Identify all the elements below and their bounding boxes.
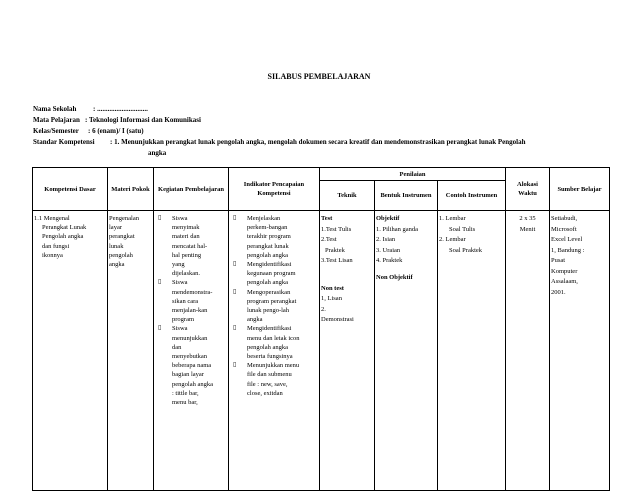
header-bentuk-instrumen: Bentuk Instrumen xyxy=(375,181,438,211)
header-sumber-belajar: Sumber Belajar xyxy=(550,168,610,211)
header-kompetensi-dasar: Kompetensi Dasar xyxy=(33,168,108,211)
header-contoh-instrumen: Contoh Instrumen xyxy=(438,181,506,211)
cell-bentuk-instrumen: Objektif 1. Pilihan ganda 2. Isian 3. Uraian 4. Praktek Non Objektif xyxy=(375,211,438,491)
cell-kegiatan-pembelajaran xyxy=(154,211,229,491)
header-materi-pokok: Materi Pokok xyxy=(108,168,154,211)
syllabus-table xyxy=(32,167,610,491)
header-penilaian: Penilaian xyxy=(320,168,506,181)
list-item: ▯ Siswa mendemonstra- sikan cara menjalan-kan program xyxy=(155,278,227,324)
meta-nama-sekolah: Nama Sekolah : ............................. xyxy=(33,105,148,113)
cell-contoh-instrumen: 1. Lembar Soal Tulis 2. Lembar Soal Praktek xyxy=(438,211,506,491)
meta-standar-kompetensi: Standar Kompetensi : 1. Menunjukkan perangkat lunak pengolah angka, mengolah dokumen secara kreatif dan mendemonstrasikan perangkat lunak Pengolah xyxy=(33,138,526,146)
list-item: ▯ Menunjukkan menu file dan submenu file : new, save, close, exitdan xyxy=(230,361,318,398)
document-meta xyxy=(33,104,526,159)
meta-mata-pelajaran: Mata Pelajaran : Teknologi Informasi dan Komunikasi xyxy=(33,116,201,124)
cell-kompetensi-dasar: 1.1 Mengenal Perangkat Lunak Pengolah angka dan fungsi ikonnya xyxy=(33,211,108,491)
list-item: ▯ Mengidentifikasi kegunaan program pengolah angka xyxy=(230,260,318,288)
list-item: ▯ Siswa menunjukkan dan menyebutkan beberapa nama bagian layar pengolah angka : tittle bar, menu bar, xyxy=(155,324,227,407)
meta-kelas-semester: Kelas/Semester : 6 (enam)/ I (satu) xyxy=(33,127,144,135)
cell-alokasi-waktu: 2 x 35 Menit xyxy=(506,211,550,491)
header-alokasi-waktu: Alokasi Waktu xyxy=(506,168,550,211)
header-indikator: Indikator Pencapaian Kompetensi xyxy=(229,168,320,211)
cell-teknik: Test 1.Test Tulis 2.Test Praktek 3.Test Lisan Non test 1, Lisan 2. Demonstrasi xyxy=(320,211,375,491)
list-item: ▯ Menjelaskan perkem-bangan terakhir program perangkat lunak pengolah angka xyxy=(230,214,318,260)
list-item: ▯ Mengidentifikasi menu dan letak icon pengolah angka beserta fungsinya xyxy=(230,324,318,361)
cell-materi-pokok: Pengenalan layar perangkat lunak pengolah angka xyxy=(108,211,154,491)
page-title: SILABUS PEMBELAJARAN xyxy=(267,72,371,81)
table-row xyxy=(33,211,610,491)
meta-standar-kompetensi-cont: angka xyxy=(148,149,167,157)
list-item: ▯ Mengoperasikan program perangkat lunak pengo-lah angka xyxy=(230,288,318,325)
header-kegiatan-pembelajaran: Kegiatan Pembelajaran xyxy=(154,168,229,211)
list-item: ▯ Siswa menyimak materi dan mencatat hal- hal penting yang dijelaskan. xyxy=(155,214,227,278)
header-teknik: Teknik xyxy=(320,181,375,211)
cell-sumber-belajar: Setiabudi, Microsoft Excel Level 1, Bandung : Pusat Komputer Assalaam, 2001. xyxy=(550,211,610,491)
cell-indikator xyxy=(229,211,320,491)
